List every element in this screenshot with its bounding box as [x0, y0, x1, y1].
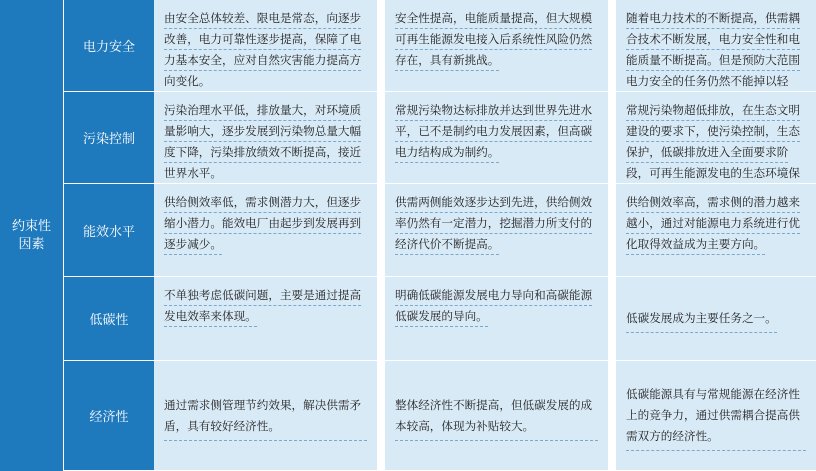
table-cell: 随着电力技术的不断提高，供需耦合技术不断发展，电力安全性和电能质量不断提高。但是预防大范围电力安全的任务仍然不能掉以轻: [616, 0, 816, 92]
table-cell: 不单独考虑低碳问题，主要是通过提高发电效率来体现。: [154, 277, 377, 361]
category-economy: 经济性: [64, 361, 154, 471]
table-cell: 整体经济性不断提高，但低碳发展的成本较高，体现为补贴较大。: [385, 361, 608, 471]
table-cell: 低碳发展成为主要任务之一。: [616, 277, 816, 361]
category-pollution-control: 污染控制: [64, 92, 154, 184]
table-cell: 常规污染物达标排放并达到世界先进水平，已不是制约电力发展因素，但高碳电力结构成为制约。: [385, 92, 608, 184]
table-cell: 供需两侧能效逐步达到先进，供给侧效率仍然有一定潜力，挖掘潜力所支付的经济代价不断提高。: [385, 184, 608, 277]
table-cell: 供给侧效率低，需求侧潜力大，但逐步缩小潜力。能效电厂由起步到发展再到逐步减少。: [154, 184, 377, 277]
table-cell: 由安全总体较差、限电是常态，向逐步改善，电力可靠性逐步提高，保障了电力基本安全，应对自然灾害能力提高方向变化。: [154, 0, 377, 92]
category-low-carbon: 低碳性: [64, 277, 154, 361]
table-cell: 常规污染物超低排放，在生态文明建设的要求下，使污染控制，生态保护，低碳排放进入全面要求阶段，可再生能源发电的生态环境保: [616, 92, 816, 184]
category-power-safety: 电力安全: [64, 0, 154, 92]
table-cell: 污染治理水平低，排放量大，对环境质量影响大，逐步发展到污染物总量大幅度下降，污染排放绩效不断提高，接近世界水平。: [154, 92, 377, 184]
table-cell: 明确低碳能源发展电力导向和高碳能源低碳发展的导向。: [385, 277, 608, 361]
table-cell: 供给侧效率高，需求侧的潜力越来越小，通过对能源电力系统进行优化取得效益成为主要方向。: [616, 184, 816, 277]
table-cell: 低碳能源具有与常规能源在经济性上的竞争力，通过供需耦合提高供需双方的经济性。: [616, 361, 816, 471]
side-label: 约束性因素: [0, 0, 64, 471]
table-cell: 安全性提高，电能质量提高，但大规模可再生能源发电接入后系统性风险仍然存在，具有新挑战。: [385, 0, 608, 92]
category-efficiency-level: 能效水平: [64, 184, 154, 277]
table-cell: 通过需求侧管理节约效果，解决供需矛盾，具有较好经济性。: [154, 361, 377, 471]
